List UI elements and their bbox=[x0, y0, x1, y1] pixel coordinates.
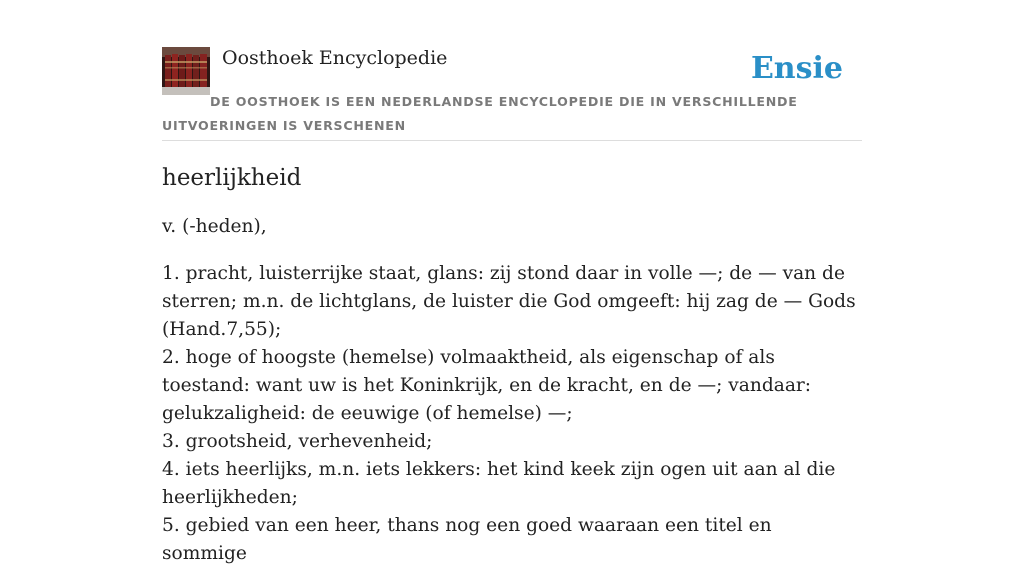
sense-item: 1. pracht, luisterrijke staat, glans: zij stond daar in volle —; de — van de sterren; m.n. de lichtglans, de luister die God omgeeft: hij zag de — Gods (Hand.7,55); bbox=[162, 263, 856, 340]
entry-senses bbox=[162, 260, 862, 568]
sense-item: 3. grootsheid, verhevenheid; bbox=[162, 431, 433, 452]
book-spines-icon bbox=[162, 47, 210, 95]
avatar[interactable] bbox=[162, 47, 210, 95]
entry-headword: heerlijkheid bbox=[162, 165, 302, 191]
site-header bbox=[162, 46, 862, 141]
sense-item: 4. iets heerlijks, m.n. iets lekkers: het kind keek zijn ogen uit aan al die heerlijkheden; bbox=[162, 459, 836, 508]
sense-item: 2. hoge of hoogste (hemelse) volmaaktheid, als eigenschap of als toestand: want uw is het Koninkrijk, en de kracht, en de —; vandaar: gelukzaligheid: de eeuwige (of hemelse) —; bbox=[162, 347, 812, 424]
site-tagline: DE OOSTHOEK IS EEN NEDERLANDSE ENCYCLOPEDIE DIE IN VERSCHILLENDE UITVOERINGEN IS VERSCHENEN bbox=[162, 94, 798, 133]
entry-grammar: v. (-heden), bbox=[162, 216, 267, 237]
sense-item: 5. gebied van een heer, thans nog een goed waaraan een titel en sommige bbox=[162, 515, 772, 564]
entry-content bbox=[162, 162, 862, 568]
brand-logo[interactable]: Ensie bbox=[750, 51, 843, 86]
site-title[interactable]: Oosthoek Encyclopedie bbox=[222, 47, 448, 69]
